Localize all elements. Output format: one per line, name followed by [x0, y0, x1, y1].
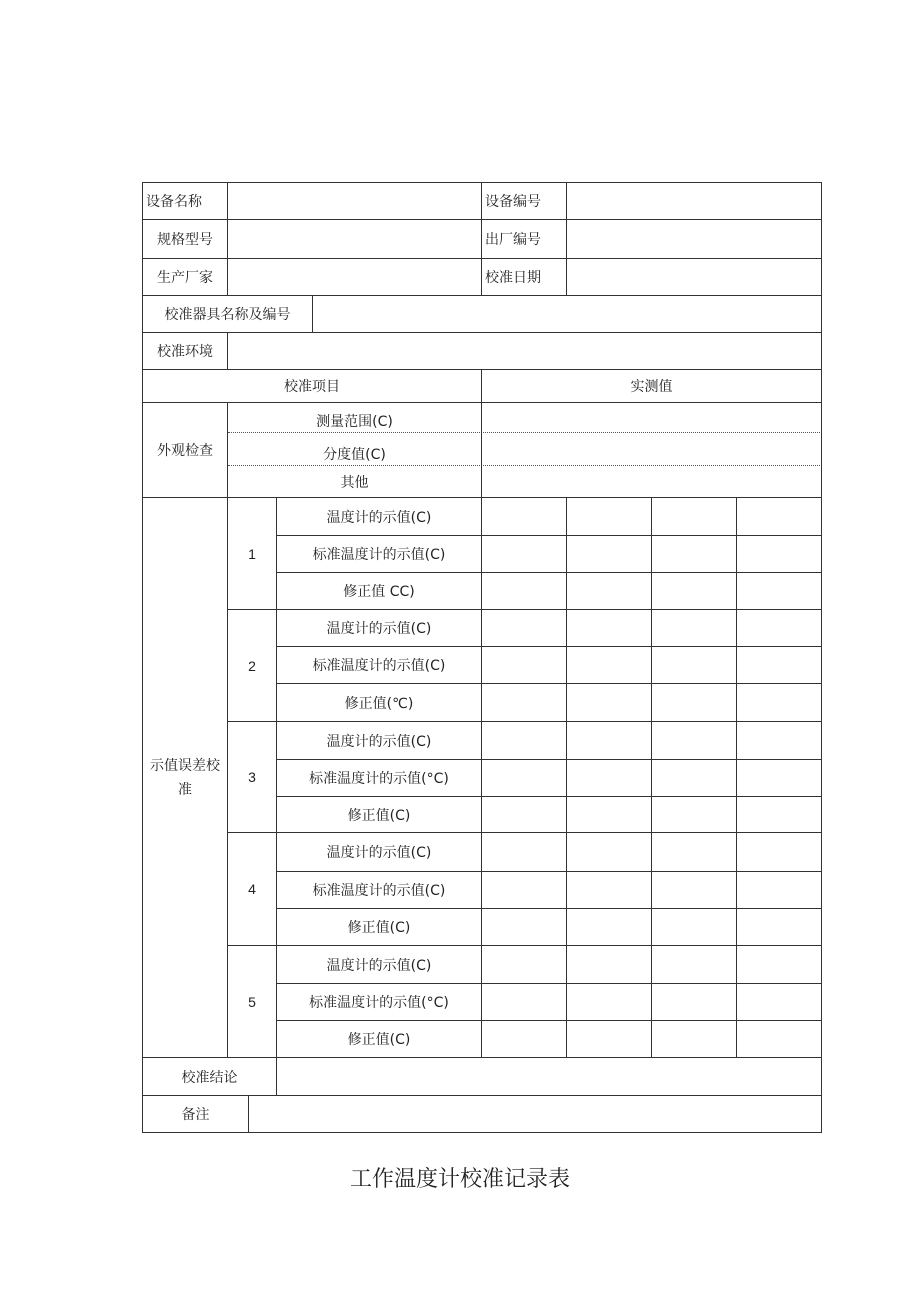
- measured-value-cell[interactable]: [737, 1021, 821, 1057]
- equipment-name-field[interactable]: [228, 183, 481, 219]
- measured-value-cell[interactable]: [737, 760, 821, 796]
- thermometer-reading-label: 温度计的示值(C): [326, 845, 432, 861]
- measured-value-cell[interactable]: [737, 498, 821, 535]
- factory-number-field[interactable]: [567, 220, 821, 258]
- measured-value-cell[interactable]: [567, 722, 651, 759]
- calibration-conclusion-label: 校准结论: [181, 1069, 238, 1086]
- measured-value-cell[interactable]: [482, 984, 566, 1020]
- measured-value-cell[interactable]: [482, 797, 566, 832]
- measured-value-cell[interactable]: [567, 946, 651, 983]
- table-border-bottom: [142, 1132, 822, 1133]
- other-value[interactable]: [482, 466, 821, 497]
- manufacturer-field[interactable]: [228, 259, 481, 295]
- measurement-range-label: 测量范围(C): [316, 414, 393, 430]
- measured-value-cell[interactable]: [567, 872, 651, 908]
- measured-value-cell[interactable]: [652, 984, 736, 1020]
- measured-value-cell[interactable]: [652, 909, 736, 945]
- measured-value-cell[interactable]: [652, 833, 736, 871]
- measured-value-cell[interactable]: [652, 647, 736, 683]
- measured-value-cell[interactable]: [567, 797, 651, 832]
- correction-value-label: 修正值(C): [347, 920, 411, 936]
- measured-value-cell[interactable]: [737, 797, 821, 832]
- measured-value-cell[interactable]: [567, 536, 651, 572]
- division-value-value[interactable]: [482, 433, 821, 465]
- measured-value-cell[interactable]: [482, 722, 566, 759]
- measured-value-cell[interactable]: [567, 833, 651, 871]
- standard-thermometer-reading-label: 标准温度计的示值(C): [312, 658, 446, 674]
- measured-value-cell[interactable]: [567, 1021, 651, 1057]
- correction-value-label: 修正值(℃): [344, 695, 414, 712]
- measured-value-cell[interactable]: [567, 498, 651, 535]
- factory-number-label: 出厂编号: [485, 232, 541, 248]
- measured-value-cell[interactable]: [567, 684, 651, 721]
- group-number: 1: [248, 545, 256, 562]
- measured-value-cell[interactable]: [652, 760, 736, 796]
- measurement-range-value[interactable]: [482, 403, 821, 432]
- calibration-instrument-label: 校准器具名称及编号: [164, 307, 291, 323]
- remarks-label: 备注: [181, 1107, 210, 1123]
- calibration-environment-label: 校准环境: [157, 344, 213, 360]
- thermometer-reading-label: 温度计的示值(C): [326, 733, 432, 750]
- table-border-right: [821, 182, 822, 1133]
- manufacturer-label: 生产厂家: [157, 270, 213, 286]
- measured-value-cell[interactable]: [482, 647, 566, 683]
- correction-value-label: 修正值 CC): [343, 584, 415, 600]
- model-field[interactable]: [228, 220, 481, 258]
- page-title: 工作温度计校准记录表: [349, 1167, 570, 1192]
- group-number: 2: [248, 657, 256, 674]
- measured-value-cell[interactable]: [482, 573, 566, 609]
- group-number: 3: [248, 769, 256, 785]
- measured-value-cell[interactable]: [567, 573, 651, 609]
- measured-value-cell[interactable]: [482, 946, 566, 983]
- standard-thermometer-reading-label: 标准温度计的示值(C): [312, 883, 446, 899]
- calibration-environment-field[interactable]: [228, 333, 821, 369]
- measured-value-cell[interactable]: [482, 1021, 566, 1057]
- calibration-item-header: 校准项目: [284, 379, 340, 395]
- appearance-check-label: 外观检查: [157, 443, 213, 459]
- measured-value-cell[interactable]: [482, 498, 566, 535]
- measured-value-cell[interactable]: [482, 909, 566, 945]
- standard-thermometer-reading-label: 标准温度计的示值(°C): [309, 995, 449, 1011]
- division-value-label: 分度值(C): [323, 447, 386, 463]
- measured-value-cell[interactable]: [652, 1021, 736, 1057]
- equipment-number-field[interactable]: [567, 183, 821, 219]
- measured-value-cell[interactable]: [482, 833, 566, 871]
- measured-value-cell[interactable]: [737, 610, 821, 646]
- measured-value-cell[interactable]: [652, 684, 736, 721]
- measured-value-cell[interactable]: [652, 610, 736, 646]
- measured-value-cell[interactable]: [737, 984, 821, 1020]
- model-label: 规格型号: [157, 232, 213, 248]
- indication-error-calibration-label: 示值误差校准: [150, 757, 220, 798]
- calibration-conclusion-field[interactable]: [277, 1058, 821, 1095]
- thermometer-reading-label: 温度计的示值(C): [326, 509, 432, 526]
- measured-value-cell[interactable]: [737, 647, 821, 683]
- measured-value-cell[interactable]: [737, 573, 821, 609]
- measured-value-cell[interactable]: [482, 610, 566, 646]
- measured-value-cell[interactable]: [567, 647, 651, 683]
- measured-value-cell[interactable]: [482, 536, 566, 572]
- measured-value-cell[interactable]: [652, 722, 736, 759]
- measured-value-cell[interactable]: [737, 909, 821, 945]
- measured-value-cell[interactable]: [567, 760, 651, 796]
- measured-value-cell[interactable]: [652, 872, 736, 908]
- measured-value-cell[interactable]: [652, 797, 736, 832]
- measured-value-cell[interactable]: [737, 872, 821, 908]
- measured-value-cell[interactable]: [567, 610, 651, 646]
- standard-thermometer-reading-label: 标准温度计的示值(C): [312, 547, 446, 563]
- thermometer-reading-label: 温度计的示值(C): [326, 957, 432, 974]
- measured-value-cell[interactable]: [567, 984, 651, 1020]
- measured-value-cell[interactable]: [652, 498, 736, 535]
- standard-thermometer-reading-label: 标准温度计的示值(°C): [309, 771, 449, 787]
- group-number: 4: [248, 881, 256, 897]
- measured-value-cell[interactable]: [737, 946, 821, 983]
- measured-value-cell[interactable]: [737, 536, 821, 572]
- remarks-field[interactable]: [249, 1096, 821, 1132]
- measured-value-cell[interactable]: [737, 833, 821, 871]
- other-label: 其他: [340, 474, 369, 491]
- measured-value-cell[interactable]: [652, 536, 736, 572]
- measured-value-cell[interactable]: [737, 684, 821, 721]
- measured-value-cell[interactable]: [652, 946, 736, 983]
- correction-value-label: 修正值(C): [347, 807, 411, 824]
- measured-value-header: 实测值: [630, 379, 673, 395]
- correction-value-label: 修正值(C): [347, 1032, 411, 1048]
- measured-value-cell[interactable]: [737, 722, 821, 759]
- calibration-instrument-field[interactable]: [313, 296, 821, 332]
- measured-value-cell[interactable]: [482, 684, 566, 721]
- equipment-name-label: 设备名称: [146, 194, 202, 210]
- measured-value-cell[interactable]: [482, 760, 566, 796]
- measured-value-cell[interactable]: [482, 872, 566, 908]
- thermometer-reading-label: 温度计的示值(C): [326, 621, 432, 637]
- measured-value-cell[interactable]: [567, 909, 651, 945]
- calibration-date-label: 校准日期: [485, 270, 541, 286]
- equipment-number-label: 设备编号: [485, 194, 541, 210]
- group-number: 5: [248, 993, 256, 1010]
- calibration-date-field[interactable]: [567, 259, 821, 295]
- measured-value-cell[interactable]: [652, 573, 736, 609]
